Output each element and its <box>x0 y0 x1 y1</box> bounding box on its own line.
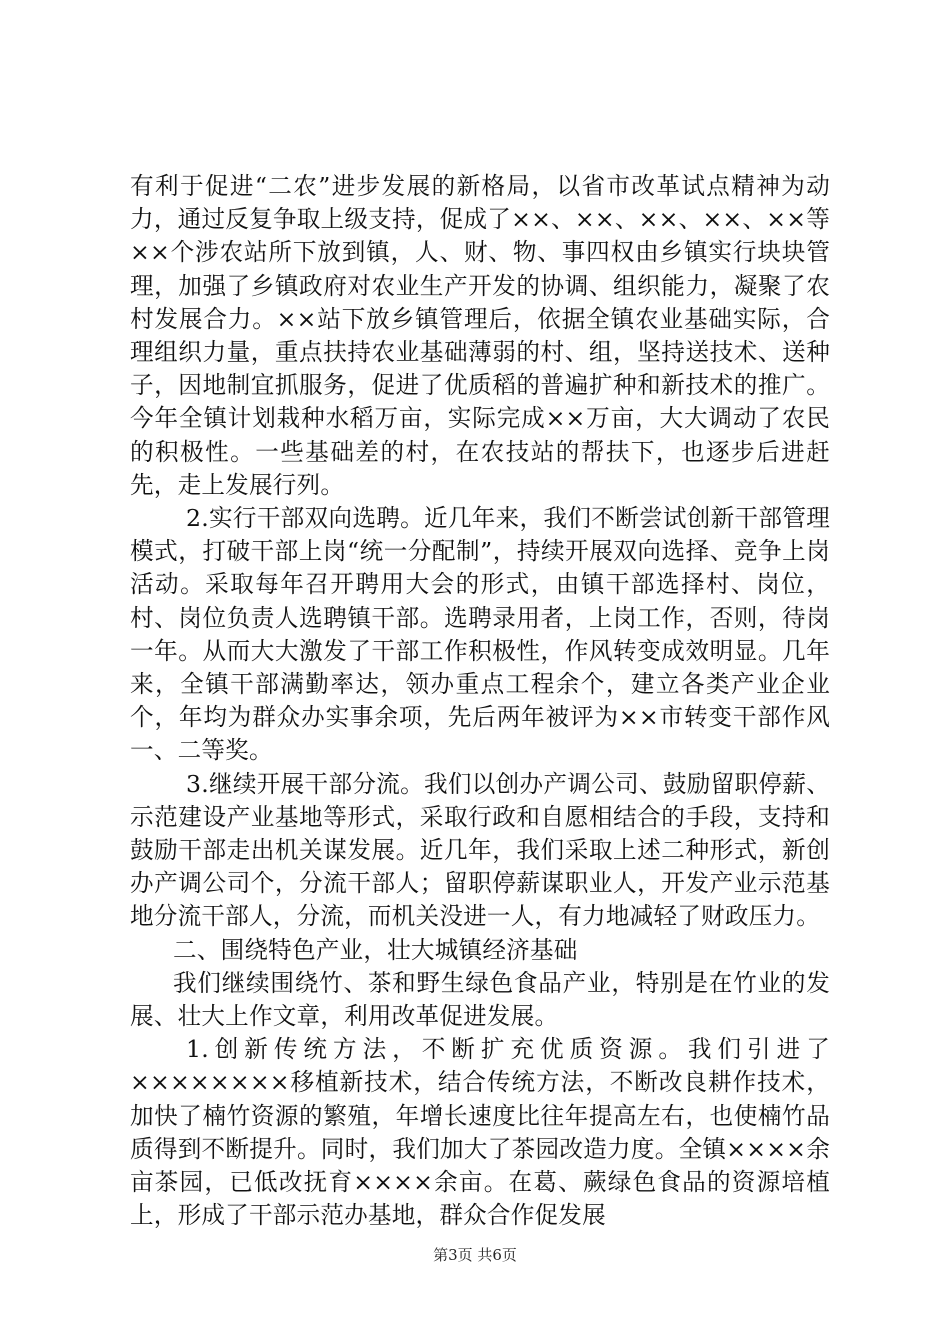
paragraph-continuation: 有利于促进“二农”进步发展的新格局，以省市改革试点精神为动力，通过反复争取上级支持，促成了××、××、××、××、××等××个涉农站所下放到镇，人、财、物、事四权由乡镇实行块块管理，加强了乡镇政府对农业生产开发的协调、组织能力，凝聚了农村发展合力。××站下放乡镇管理后，依据全镇农业基础实际，合理组织力量，重点扶持农业基础薄弱的村、组，坚持送技术、送种子，因地制宜抓服务，促进了优质稻的普遍扩种和新技术的推广。今年全镇计划栽种水稻万亩，实际完成××万亩，大大调动了农民的积极性。一些基础差的村，在农技站的帮扶下，也逐步后进赶先，走上发展行列。 <box>130 172 830 499</box>
paragraph-item-3: 3.继续开展干部分流。我们以创办产调公司、鼓励留职停薪、示范建设产业基地等形式，采取行政和自愿相结合的手段，支持和鼓励干部走出机关谋发展。近几年，我们采取上述二种形式，新创办产调公司个，分流干部人；留职停薪谋职业人，开发产业示范基地分流干部人，分流，而机关没进一人，有力地减轻了财政压力。 <box>130 769 830 931</box>
paragraph-item-2: 2.实行干部双向选聘。近几年来，我们不断尝试创新干部管理模式，打破干部上岗“统一分配制”，持续开展双向选择、竞争上岗活动。采取每年召开聘用大会的形式，由镇干部选择村、岗位，村、岗位负责人选聘镇干部。选聘录用者，上岗工作，否则，待岗一年。从而大大激发了干部工作积极性，作风转变成效明显。几年来，全镇干部满勤率达，领办重点工程余个，建立各类产业企业个，年均为群众办实事余项，先后两年被评为××市转变干部作风一、二等奖。 <box>130 504 830 765</box>
section-heading: 二、围绕特色产业，壮大城镇经济基础 <box>173 935 578 964</box>
page-footer: 第3页 共6页 <box>433 1246 517 1264</box>
paragraph-item-1: 1.创新传统方法，不断扩充优质资源。我们引进了××××××××移植新技术，结合传统方法，不断改良耕作技术，加快了楠竹资源的繁殖，年增长速度比往年提高左右，也使楠竹品质得到不断提升。同时，我们加大了茶园改造力度。全镇××××余亩茶园，已低改抚育××××余亩。在葛、蕨绿色食品的资源培植上，形成了干部示范办基地，群众合作促发展 <box>130 1035 830 1230</box>
paragraph-intro: 我们继续围绕竹、茶和野生绿色食品产业，特别是在竹业的发展、壮大上作文章，利用改革促进发展。 <box>130 968 830 1031</box>
document-body <box>130 170 830 1233</box>
